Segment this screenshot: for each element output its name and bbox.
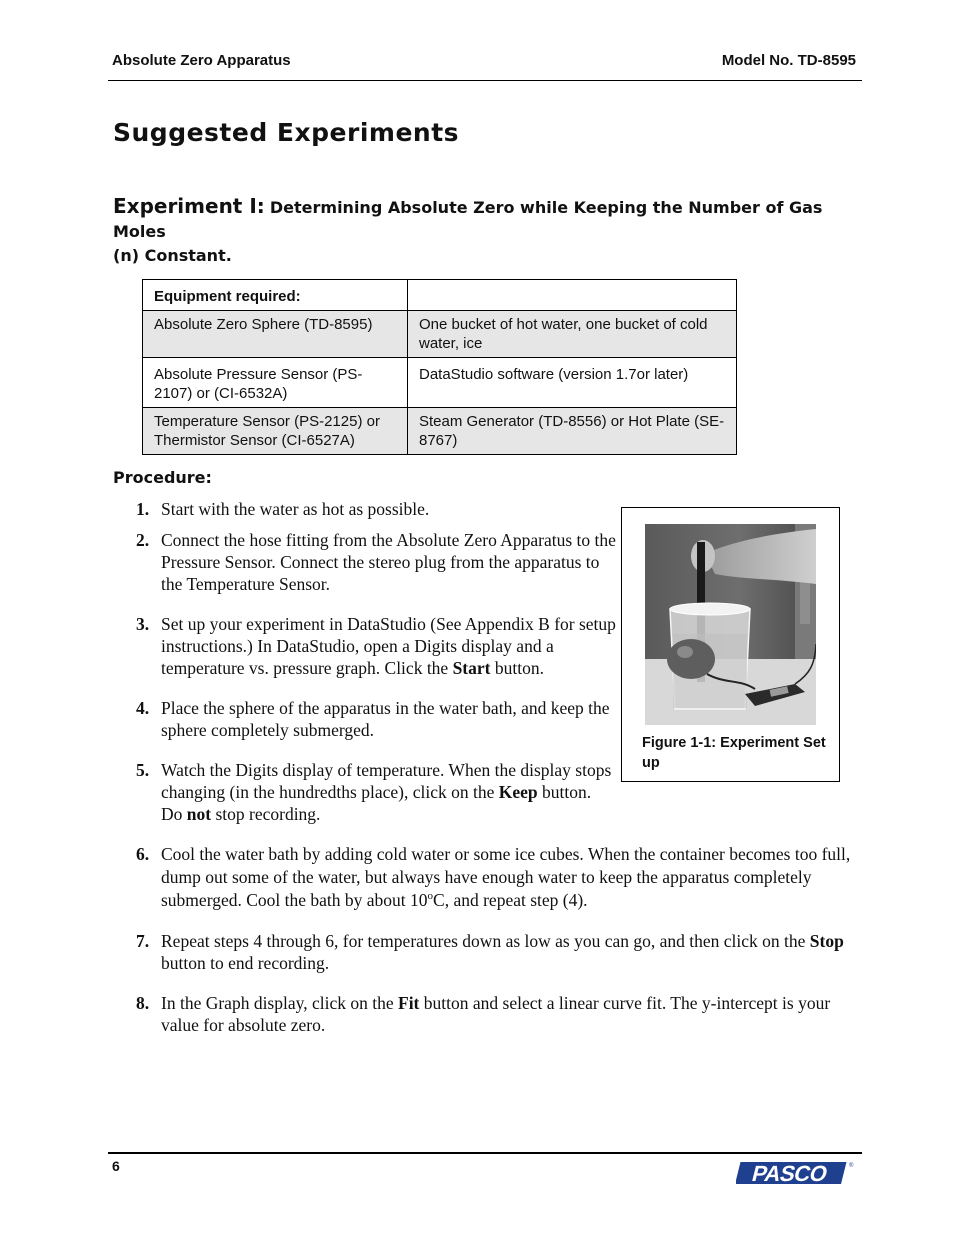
header-title: Absolute Zero Apparatus [112,52,291,69]
equipment-table [142,279,737,455]
table-header-row [143,280,737,311]
step-number: 2. [136,530,150,550]
logo-text: PASCO [749,1161,830,1186]
table-row [143,408,737,455]
header-rule [108,80,862,81]
experiment-label: Experiment I: [113,194,265,218]
figure-caption: Figure 1-1: Experiment Set up [642,735,826,771]
start-word: Start [452,658,491,678]
table-cell: Absolute Pressure Sensor (PS-2107) or (CI-6532A) [143,358,408,408]
step-text: Start with the water as hot as possible. [161,499,430,519]
step-text: Repeat steps 4 through 6, for temperatures down as low as you can go, and then click on the Stop button to end recording. [161,931,844,973]
table-header-cell: Equipment required: [143,280,408,311]
table-row [143,311,737,358]
footer-rule [108,1152,862,1154]
step-number: 4. [136,698,150,718]
stop-word: Stop [809,931,844,951]
step-text: Watch the Digits display of temperature. When the display stops changing (in the hundredths place), click on the Keep button. Do not stop recording. [161,760,612,824]
step-number: 3. [136,614,150,634]
experiment-heading [113,194,853,268]
step-item [136,992,861,1036]
header-model: Model No. TD-8595 [721,52,856,69]
step-number: 8. [136,993,150,1013]
keep-word: Keep [498,782,538,802]
figure-box [621,507,840,782]
table-cell: Absolute Zero Sphere (TD-8595) [143,311,408,358]
table-row [143,358,737,408]
pasco-logo [736,1156,856,1188]
step-item [136,930,861,974]
not-word: not [186,804,212,824]
step-item [136,843,861,912]
experiment-subtitle-1: Determining Absolute Zero while Keeping the Number of Gas Moles [113,198,823,241]
step-number: 6. [136,844,150,864]
step-number: 1. [136,499,150,519]
page-number: 6 [112,1158,120,1174]
fit-word: Fit [398,993,420,1013]
step-number: 7. [136,931,150,951]
step-item [136,759,616,825]
registered-mark: ® [849,1163,854,1169]
step-item [136,529,616,595]
step-item [136,697,621,741]
step-text: Set up your experiment in DataStudio (See Appendix B for setup instructions.) In DataStudio, open a Digits display and a temperature vs. pressure graph. Click the Start button. [161,614,616,678]
step-number: 5. [136,760,150,780]
degree-superscript: o [427,890,434,902]
table-cell: Steam Generator (TD-8556) or Hot Plate (SE-8767) [408,408,737,455]
table-cell: Temperature Sensor (PS-2125) or Thermistor Sensor (CI-6527A) [143,408,408,455]
procedure-heading: Procedure: [113,468,212,487]
experiment-subtitle-2: (n) Constant. [113,246,232,265]
table-header-empty [408,280,737,311]
step-text: Place the sphere of the apparatus in the water bath, and keep the sphere completely submerged. [161,698,610,740]
step-text: Cool the water bath by adding cold water or some ice cubes. When the container becomes too full, dump out some of the water, but always have enough water to keep the apparatus completely submerged. Cool the bath by about 10$^o$C, and repeat step (4). [161,844,851,910]
step-item [136,498,616,520]
table-cell: One bucket of hot water, one bucket of cold water, ice [408,311,737,358]
step-text: In the Graph display, click on the Fit button and select a linear curve fit. The y-intercept is your value for absolute zero. [161,993,831,1035]
page-title: Suggested Experiments [113,118,460,147]
experiment-photo [645,524,816,725]
step-text: Connect the hose fitting from the Absolute Zero Apparatus to the Pressure Sensor. Connect the stereo plug from the apparatus to the Temperature Sensor. [161,530,616,594]
table-cell: DataStudio software (version 1.7or later) [408,358,737,408]
step-item [136,613,621,679]
